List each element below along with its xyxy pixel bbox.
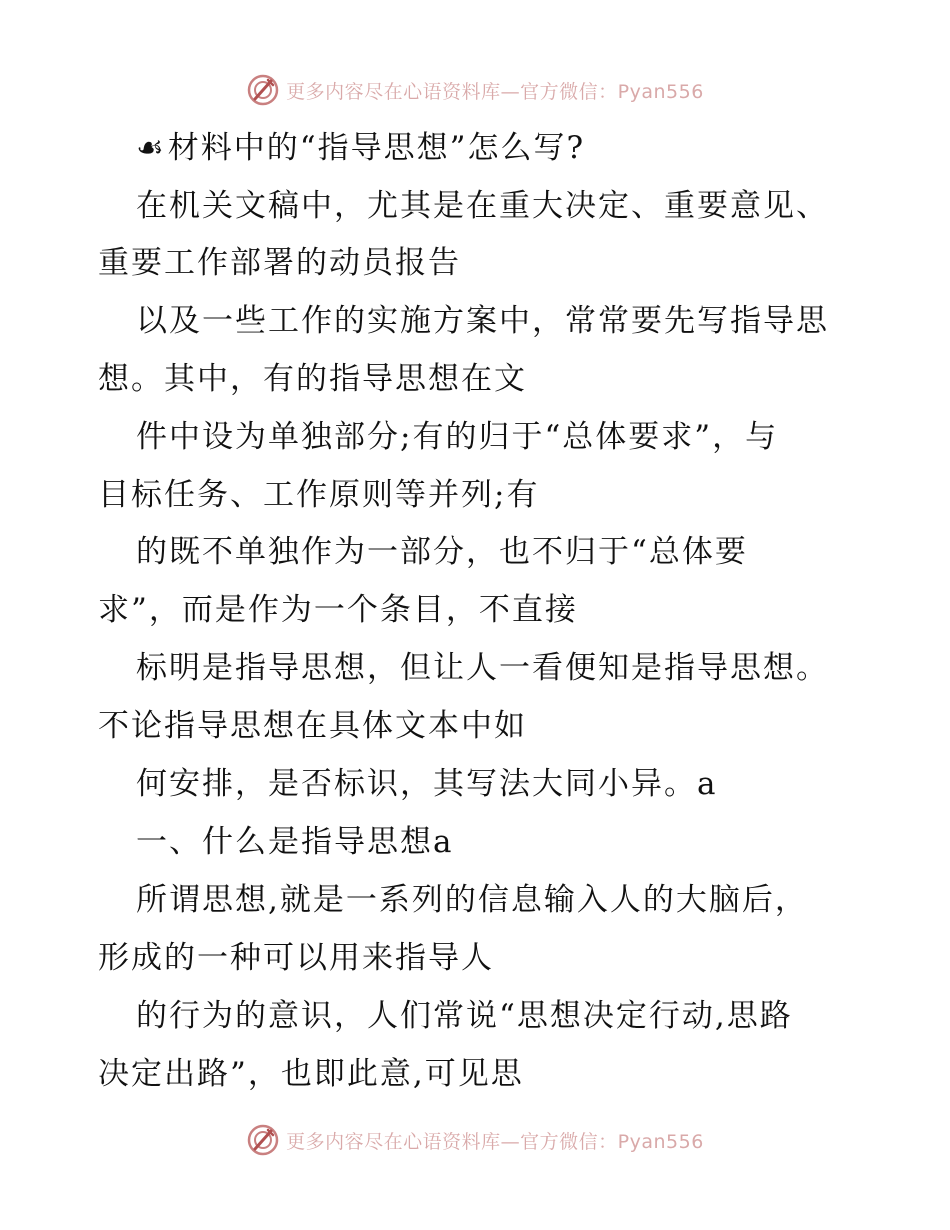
text-line: 决定出路”，也即此意,可见思	[98, 1056, 524, 1092]
banner-wechat-id: Pyan556	[617, 1130, 704, 1153]
text-line: 以及一些工作的实施方案中，常常要先写指导思	[136, 303, 829, 339]
logo-icon	[246, 1123, 280, 1157]
text-line: 何安排，是否标识，其写法大同小异。a	[136, 766, 718, 802]
banner-text	[286, 1127, 704, 1154]
section-heading: 一、什么是指导思想a	[136, 824, 454, 860]
flourish-icon: ☙	[136, 130, 166, 166]
text-line: 目标任务、工作原则等并列;有	[98, 477, 540, 513]
text-line: 想。其中，有的指导思想在文	[98, 361, 527, 397]
text-line: 重要工作部署的动员报告	[98, 245, 461, 281]
logo-icon	[246, 73, 280, 107]
text-line: 标明是指导思想，但让人一看便知是指导思想。	[136, 650, 829, 686]
banner-label: 更多内容尽在心语资料库—官方微信：	[286, 80, 618, 103]
banner-text	[286, 77, 704, 104]
text-line: 求”，而是作为一个条目，不直接	[98, 592, 578, 628]
heading-line	[136, 128, 585, 168]
text-line: 的行为的意识，人们常说“思想决定行动,思路	[136, 998, 793, 1034]
text-line: 不论指导思想在具体文本中如	[98, 708, 527, 744]
text-line: 在机关文稿中，尤其是在重大决定、重要意见、	[136, 188, 829, 224]
text-line: 的既不单独作为一部分，也不归于“总体要	[136, 534, 748, 570]
header-banner	[0, 70, 950, 110]
text-line: 件中设为单独部分;有的归于“总体要求”，与	[136, 419, 779, 455]
banner-wechat-id: Pyan556	[617, 80, 704, 103]
banner-label: 更多内容尽在心语资料库—官方微信：	[286, 1130, 618, 1153]
text-line: 所谓思想,就是一系列的信息输入人的大脑后，	[136, 882, 808, 918]
footer-banner	[0, 1120, 950, 1160]
text-line: 形成的一种可以用来指导人	[98, 940, 494, 976]
heading-text: 材料中的“指导思想”怎么写?	[167, 130, 586, 166]
